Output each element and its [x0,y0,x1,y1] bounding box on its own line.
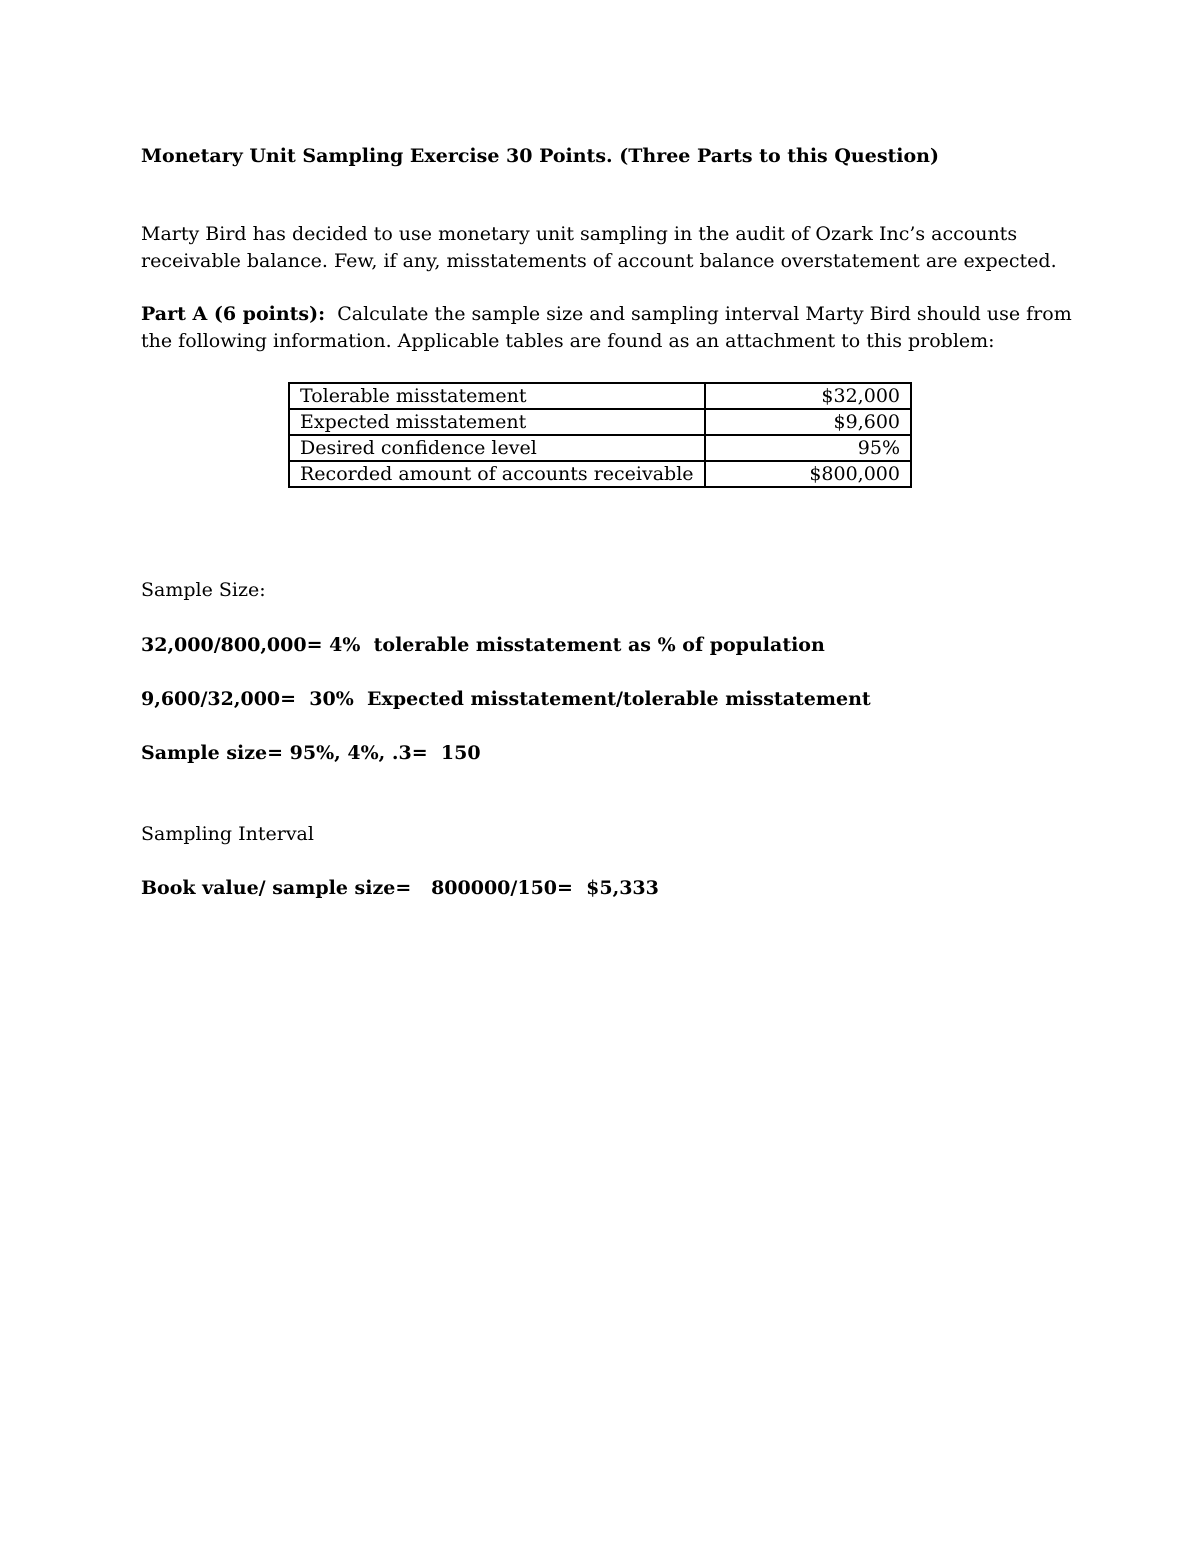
table-row [289,409,911,435]
table-cell-value: $800,000 [705,461,911,487]
page-title: Monetary Unit Sampling Exercise 30 Points. (Three Parts to this Question) [141,145,939,167]
sampling-interval-calc: Book value/ sample size= 800000/150= $5,333 [141,877,659,899]
table-cell-value: $9,600 [705,409,911,435]
sample-size-calc-2: 9,600/32,000= 30% Expected misstatement/tolerable misstatement [141,688,871,710]
givens-table [288,382,912,488]
sampling-interval-heading: Sampling Interval [141,823,314,845]
table-cell-label: Expected misstatement [289,409,705,435]
sample-size-calc-3: Sample size= 95%, 4%, .3= 150 [141,742,481,764]
table-cell-value: $32,000 [705,383,911,409]
part-a-line-1 [141,301,1072,328]
part-a-line-1-text: Calculate the sample size and sampling interval Marty Bird should use from [325,303,1072,325]
intro-paragraph [141,221,1057,275]
table-cell-label: Tolerable misstatement [289,383,705,409]
intro-line-2: receivable balance. Few, if any, misstatements of account balance overstatement are expected. [141,250,1057,272]
intro-line-1: Marty Bird has decided to use monetary unit sampling in the audit of Ozark Inc’s accounts [141,223,1018,245]
table-row [289,383,911,409]
part-a-label: Part A (6 points): [141,303,326,325]
part-a-paragraph [141,301,1072,355]
table-row [289,461,911,487]
sample-size-calc-1: 32,000/800,000= 4% tolerable misstatement as % of population [141,634,825,656]
part-a-line-2: the following information. Applicable tables are found as an attachment to this problem: [141,330,995,352]
table-cell-label: Recorded amount of accounts receivable [289,461,705,487]
table-row [289,435,911,461]
sample-size-heading: Sample Size: [141,579,266,601]
table-cell-value: 95% [705,435,911,461]
table-cell-label: Desired confidence level [289,435,705,461]
